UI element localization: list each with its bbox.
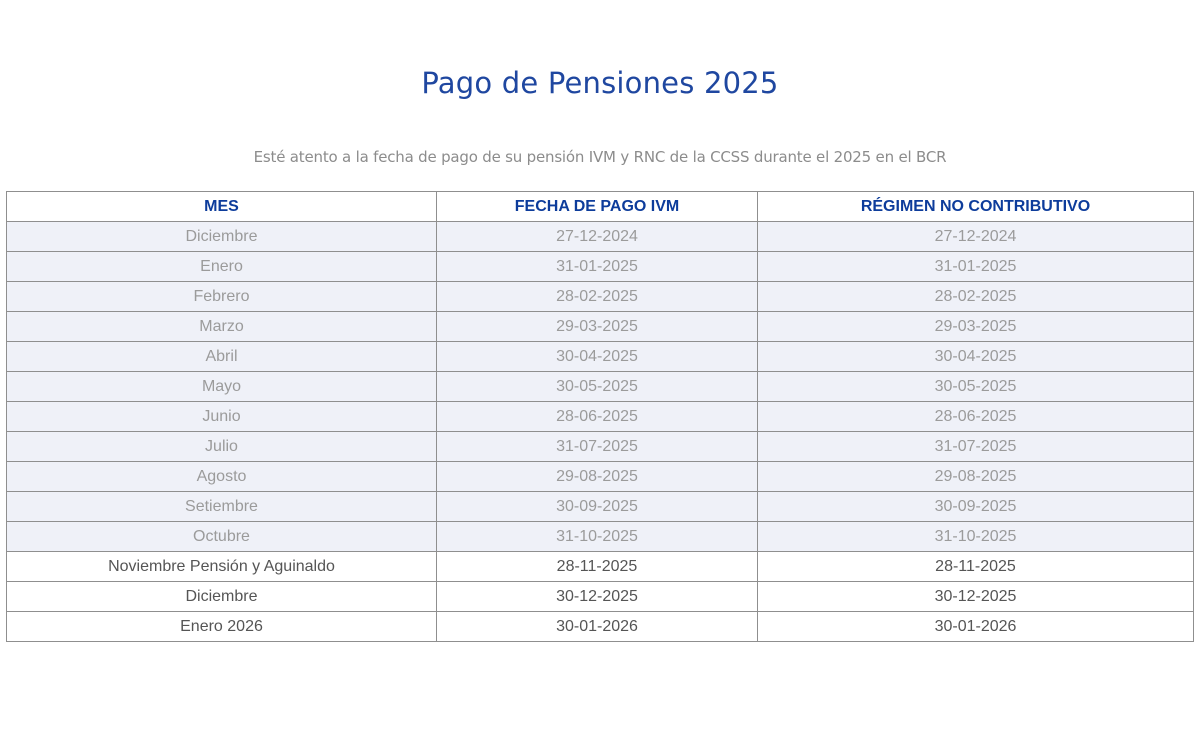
cell-fecha-rnc: 28-11-2025	[758, 552, 1194, 582]
cell-fecha-rnc: 30-04-2025	[758, 342, 1194, 372]
table-row	[7, 282, 1194, 312]
table-row	[7, 402, 1194, 432]
table-row	[7, 522, 1194, 552]
page-subtitle: Esté atento a la fecha de pago de su pensión IVM y RNC de la CCSS durante el 2025 en el BCR	[253, 148, 947, 166]
header-regimen-no-contributivo: RÉGIMEN NO CONTRIBUTIVO	[758, 192, 1194, 222]
cell-fecha-ivm: 30-04-2025	[437, 342, 758, 372]
cell-fecha-ivm: 31-07-2025	[437, 432, 758, 462]
cell-mes: Marzo	[7, 312, 437, 342]
cell-fecha-rnc: 30-12-2025	[758, 582, 1194, 612]
cell-mes: Junio	[7, 402, 437, 432]
cell-fecha-ivm: 31-10-2025	[437, 522, 758, 552]
cell-fecha-rnc: 31-10-2025	[758, 522, 1194, 552]
table-row	[7, 582, 1194, 612]
cell-fecha-rnc: 29-03-2025	[758, 312, 1194, 342]
cell-mes: Julio	[7, 432, 437, 462]
table-row	[7, 372, 1194, 402]
table-row	[7, 342, 1194, 372]
cell-fecha-ivm: 28-11-2025	[437, 552, 758, 582]
table-row	[7, 252, 1194, 282]
cell-fecha-ivm: 29-03-2025	[437, 312, 758, 342]
cell-mes: Enero 2026	[7, 612, 437, 642]
cell-fecha-ivm: 30-09-2025	[437, 492, 758, 522]
cell-mes: Agosto	[7, 462, 437, 492]
cell-fecha-rnc: 30-05-2025	[758, 372, 1194, 402]
cell-mes: Abril	[7, 342, 437, 372]
cell-fecha-rnc: 31-01-2025	[758, 252, 1194, 282]
cell-mes: Setiembre	[7, 492, 437, 522]
cell-fecha-ivm: 27-12-2024	[437, 222, 758, 252]
cell-fecha-ivm: 30-01-2026	[437, 612, 758, 642]
cell-mes: Febrero	[7, 282, 437, 312]
table-row	[7, 222, 1194, 252]
cell-fecha-rnc: 29-08-2025	[758, 462, 1194, 492]
table-body	[7, 222, 1194, 642]
cell-fecha-rnc: 31-07-2025	[758, 432, 1194, 462]
cell-fecha-rnc: 28-06-2025	[758, 402, 1194, 432]
table-row	[7, 462, 1194, 492]
cell-fecha-rnc: 27-12-2024	[758, 222, 1194, 252]
table-row	[7, 432, 1194, 462]
cell-fecha-ivm: 30-05-2025	[437, 372, 758, 402]
cell-fecha-ivm: 31-01-2025	[437, 252, 758, 282]
cell-fecha-ivm: 28-06-2025	[437, 402, 758, 432]
table-row	[7, 612, 1194, 642]
cell-fecha-rnc: 30-01-2026	[758, 612, 1194, 642]
cell-mes: Enero	[7, 252, 437, 282]
cell-fecha-rnc: 30-09-2025	[758, 492, 1194, 522]
table-row	[7, 312, 1194, 342]
cell-mes: Diciembre	[7, 222, 437, 252]
table-row	[7, 552, 1194, 582]
cell-fecha-ivm: 29-08-2025	[437, 462, 758, 492]
cell-fecha-rnc: 28-02-2025	[758, 282, 1194, 312]
cell-mes: Mayo	[7, 372, 437, 402]
cell-mes: Noviembre Pensión y Aguinaldo	[7, 552, 437, 582]
header-fecha-pago-ivm: FECHA DE PAGO IVM	[437, 192, 758, 222]
table-row	[7, 492, 1194, 522]
table-header-row	[7, 192, 1194, 222]
cell-mes: Octubre	[7, 522, 437, 552]
cell-fecha-ivm: 28-02-2025	[437, 282, 758, 312]
cell-fecha-ivm: 30-12-2025	[437, 582, 758, 612]
header-mes: MES	[7, 192, 437, 222]
pension-schedule-table	[6, 191, 1194, 642]
cell-mes: Diciembre	[7, 582, 437, 612]
page-title: Pago de Pensiones 2025	[421, 66, 779, 100]
